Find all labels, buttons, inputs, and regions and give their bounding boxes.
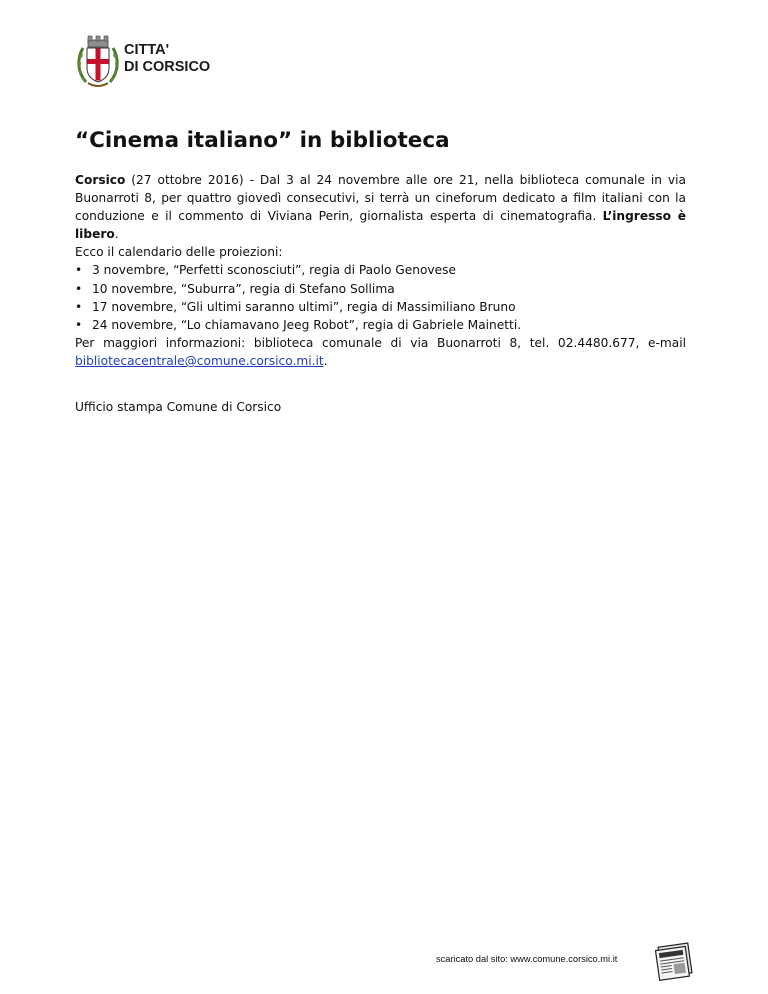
list-item — [75, 261, 686, 279]
bullet-icon: • — [75, 317, 83, 332]
coat-of-arms-icon — [76, 34, 120, 90]
screening-text: 3 novembre, “Perfetti sconosciuti”, regia di Paolo Genovese — [92, 263, 456, 278]
email-link[interactable]: bibliotecacentrale@comune.corsico.mi.it — [75, 353, 324, 368]
screening-text: 10 novembre, “Suburra”, regia di Stefano Sollima — [92, 281, 395, 296]
screening-text: 24 novembre, “Lo chiamavano Jeeg Robot”, regia di Gabriele Mainetti. — [92, 317, 522, 332]
logo-line-2: DI CORSICO — [124, 59, 211, 75]
info-paragraph — [75, 334, 686, 370]
screening-list — [75, 261, 686, 333]
newspaper-icon — [651, 938, 699, 982]
info-end: . — [323, 353, 328, 368]
list-item — [75, 298, 686, 316]
intro-place: Corsico — [75, 173, 126, 187]
document-body — [75, 171, 686, 370]
calendar-intro: Ecco il calendario delle proiezioni: — [75, 245, 283, 260]
bullet-icon: • — [75, 263, 83, 278]
intro-end: . — [114, 227, 119, 242]
document-title: “Cinema italiano” in biblioteca — [75, 128, 450, 153]
intro-entry: L’ingresso è libero — [75, 209, 687, 242]
press-office-signature: Ufficio stampa Comune di Corsico — [75, 400, 282, 414]
intro-paragraph — [75, 171, 686, 243]
city-logo — [76, 34, 236, 90]
intro-text: (27 ottobre 2016) - Dal 3 al 24 novembre alle ore 21, nella biblioteca comunale in via Buonarroti 8, per quattro giovedì consecutivi, si terrà un cineforum dedicato a film italiani con la conduzione e il commento di Viviana Perin, giornalista esperta di cinematografia. — [75, 173, 686, 224]
footer-source: scaricato dal sito: www.comune.corsico.mi.it — [436, 954, 618, 964]
logo-text — [124, 42, 210, 76]
screening-text: 17 novembre, “Gli ultimi saranno ultimi”, regia di Massimiliano Bruno — [92, 299, 516, 314]
info-text: Per maggiori informazioni: biblioteca comunale di via Buonarroti 8, tel. 02.4480.677, e-mail — [75, 335, 686, 350]
list-item — [75, 280, 686, 298]
bullet-icon: • — [75, 281, 83, 296]
bullet-icon: • — [75, 299, 83, 314]
list-item — [75, 316, 686, 334]
logo-line-1: CITTA' — [124, 42, 170, 58]
